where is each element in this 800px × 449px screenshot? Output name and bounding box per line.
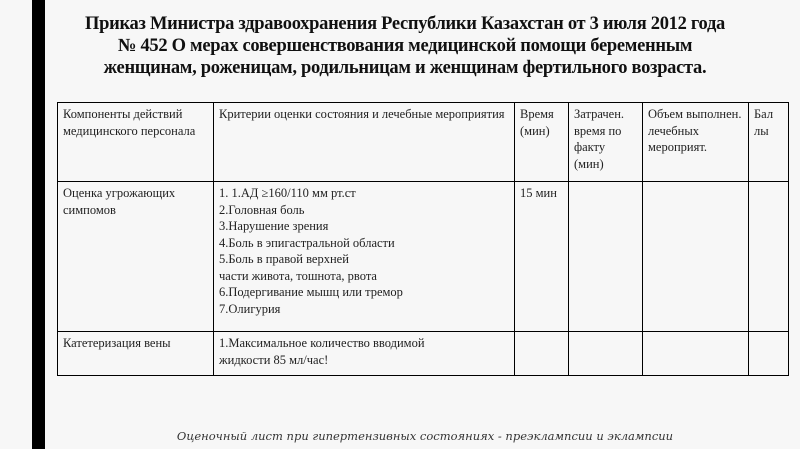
criteria-item: 3.Нарушение зрения: [219, 219, 329, 233]
table-row: [58, 182, 789, 332]
header-score: Бал лы: [749, 103, 789, 182]
header-actual-time: Затрачен. время по факту (мин): [569, 103, 643, 182]
criteria-item: 2.Головная боль: [219, 202, 305, 217]
title-line-3: женщинам, роженицам, родильницам и женщинам фертильного возраста.: [103, 58, 707, 78]
cell-component: Катетеризация вены: [58, 332, 214, 376]
criteria-item: 7.Олигурия: [219, 301, 281, 316]
cell-score: [749, 182, 789, 332]
cell-time: 15 мин: [515, 182, 569, 332]
header-time: Время (мин): [515, 103, 569, 182]
table-row: [58, 332, 789, 376]
criteria-item: части живота, тошнота, рвота: [219, 268, 377, 283]
cell-actual-time: [569, 182, 643, 332]
assessment-table: [57, 102, 789, 376]
cell-component: Оценка угрожающих симпомов: [58, 182, 214, 332]
criteria-item: 4.Боль в эпигастральной области: [219, 235, 395, 250]
cell-volume: [643, 182, 749, 332]
table-header-row: [58, 103, 789, 182]
cell-score: [749, 332, 789, 376]
criteria-item: 5.Боль в правой верхней: [219, 252, 349, 266]
header-volume: Объем выполнен. лечебных мероприят.: [643, 103, 749, 182]
title-line-2: № 452 О мерах совершенствования медицинской помощи беременным: [117, 36, 693, 56]
header-components: Компоненты действий медицинского персонала: [58, 103, 214, 182]
cell-volume: [643, 332, 749, 376]
cell-criteria: [214, 332, 515, 376]
title-line-1: Приказ Министра здравоохранения Республики Казахстан от 3 июля 2012 года: [85, 14, 725, 34]
cell-criteria: [214, 182, 515, 332]
criteria-item: 1.Максимальное количество вводимой: [219, 336, 425, 350]
criteria-item: жидкости 85 мл/час!: [219, 352, 329, 367]
page-title: [50, 13, 760, 79]
slide-caption: Оценочный лист при гипертензивных состояниях - преэклампсии и эклампсии: [176, 429, 674, 443]
left-accent-bar: [32, 0, 45, 449]
cell-actual-time: [569, 332, 643, 376]
criteria-item: 6.Подергивание мышц или тремор: [219, 285, 403, 299]
cell-time: [515, 332, 569, 376]
criteria-item: 1. 1.АД ≥160/110 мм рт.ст: [219, 186, 356, 200]
header-criteria: Критерии оценки состояния и лечебные мероприятия: [214, 103, 515, 182]
